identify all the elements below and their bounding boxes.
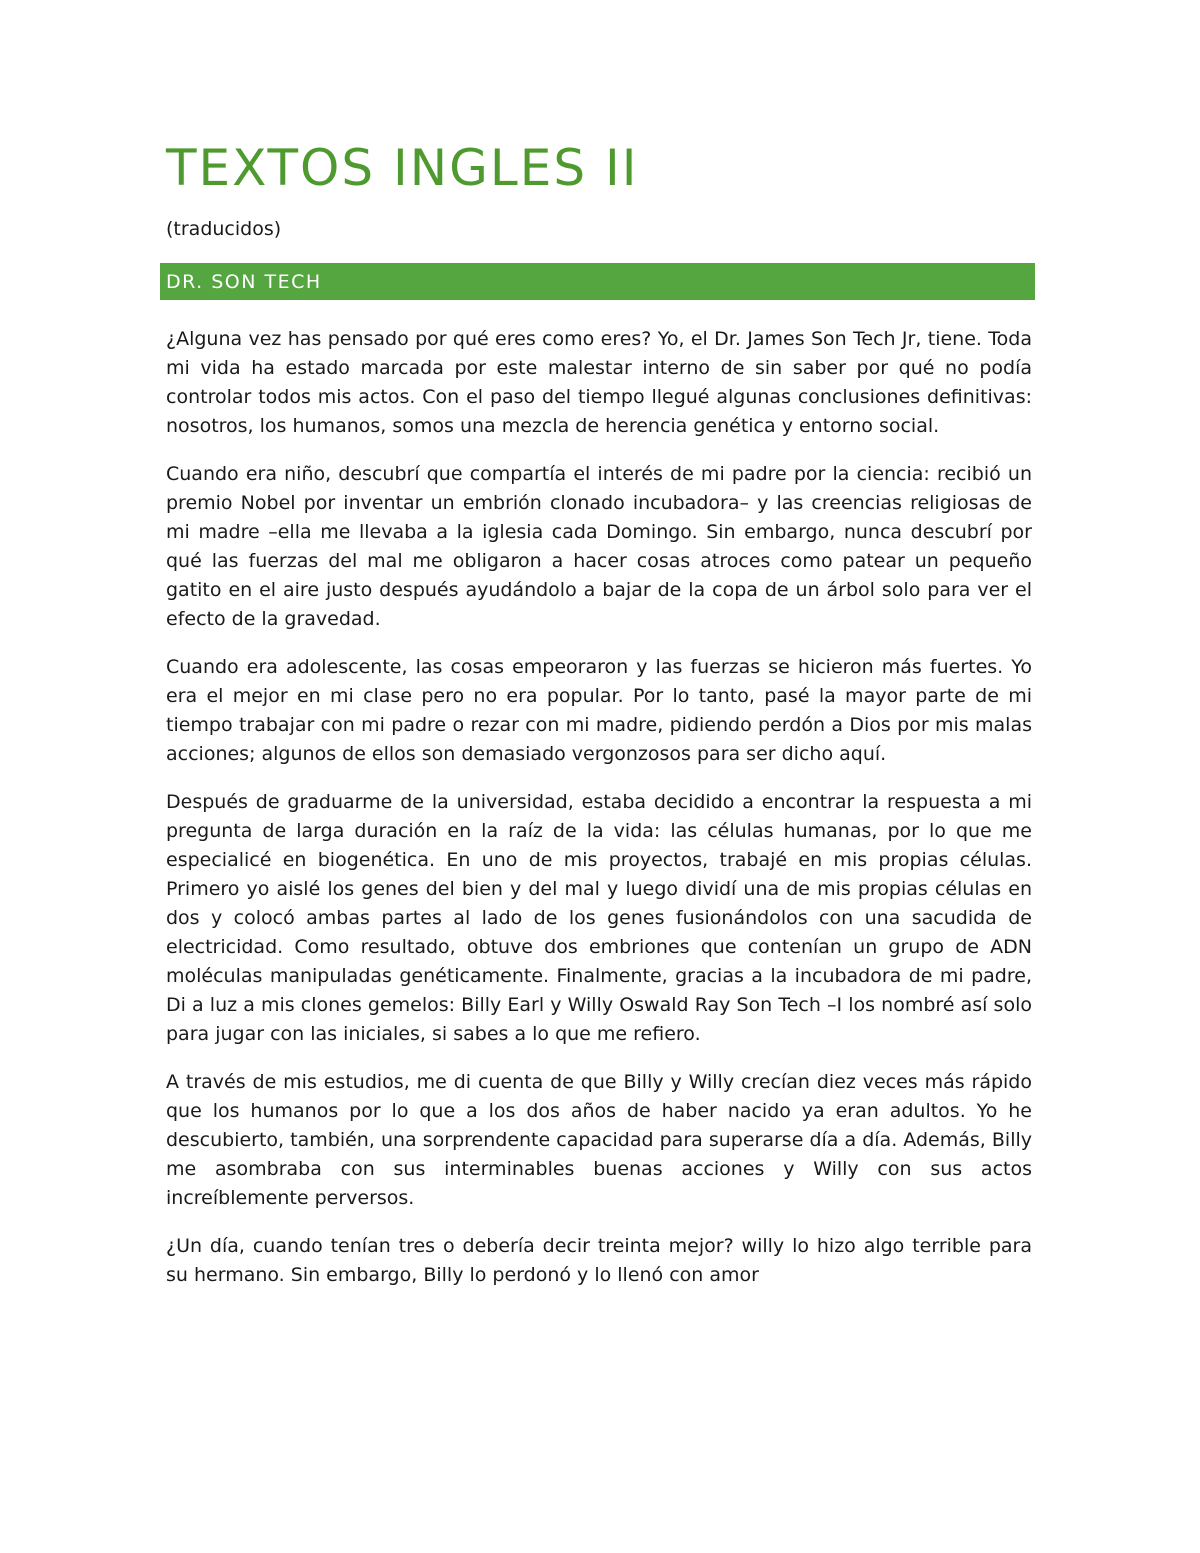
body-text bbox=[166, 325, 1032, 1309]
paragraph-2: Cuando era niño, descubrí que compartía el interés de mi padre por la ciencia: recibió un premio Nobel por inventar un embrión clonado incubadora– y las creencias religiosas de mi madre –ella me llevaba a la iglesia cada Domingo. Sin embargo, nunca descubrí por qué las fuerzas del mal me obligaron a hacer cosas atroces como patear un pequeño gatito en el aire justo después ayudándolo a bajar de la copa de un árbol solo para ver el efecto de la gravedad. bbox=[166, 463, 1032, 630]
section-header-bar bbox=[160, 263, 1035, 300]
paragraph-4: Después de graduarme de la universidad, estaba decidido a encontrar la respuesta a mi pregunta de larga duración en la raíz de la vida: las células humanas, por lo que me especialicé en biogenética. En uno de mis proyectos, trabajé en mis propias células. Primero yo aislé los genes del bien y del mal y luego dividí una de mis propias células en dos y colocó ambas partes al lado de los genes fusionándolos con una sacudida de electricidad. Como resultado, obtuve dos embriones que contenían un grupo de ADN moléculas manipuladas genéticamente. Finalmente, gracias a la incubadora de mi padre, Di a luz a mis clones gemelos: Billy Earl y Willy Oswald Ray Son Tech –I los nombré así solo para jugar con las iniciales, si sabes a lo que me refiero. bbox=[166, 791, 1032, 1045]
paragraph-6: ¿Un día, cuando tenían tres o debería decir treinta mejor? willy lo hizo algo terrible para su hermano. Sin embargo, Billy lo perdonó y lo llenó con amor bbox=[166, 1235, 1032, 1286]
document-subtitle: (traducidos) bbox=[166, 218, 282, 240]
section-heading: DR. SON TECH bbox=[166, 271, 322, 293]
document-title: TEXTOS INGLES II bbox=[166, 139, 639, 197]
paragraph-5: A través de mis estudios, me di cuenta de que Billy y Willy crecían diez veces más rápido que los humanos por lo que a los dos años de haber nacido ya eran adultos. Yo he descubierto, también, una sorprendente capacidad para superarse día a día. Además, Billy me asombraba con sus interminables buenas acciones y Willy con sus actos increíblemente perversos. bbox=[166, 1071, 1032, 1209]
paragraph-1: ¿Alguna vez has pensado por qué eres como eres? Yo, el Dr. James Son Tech Jr, tiene. Toda mi vida ha estado marcada por este malestar interno de sin saber por qué no podía controlar todos mis actos. Con el paso del tiempo llegué algunas conclusiones definitivas: nosotros, los humanos, somos una mezcla de herencia genética y entorno social. bbox=[166, 328, 1032, 437]
paragraph-3: Cuando era adolescente, las cosas empeoraron y las fuerzas se hicieron más fuertes. Yo era el mejor en mi clase pero no era popular. Por lo tanto, pasé la mayor parte de mi tiempo trabajar con mi padre o rezar con mi madre, pidiendo perdón a Dios por mis malas acciones; algunos de ellos son demasiado vergonzosos para ser dicho aquí. bbox=[166, 656, 1032, 765]
